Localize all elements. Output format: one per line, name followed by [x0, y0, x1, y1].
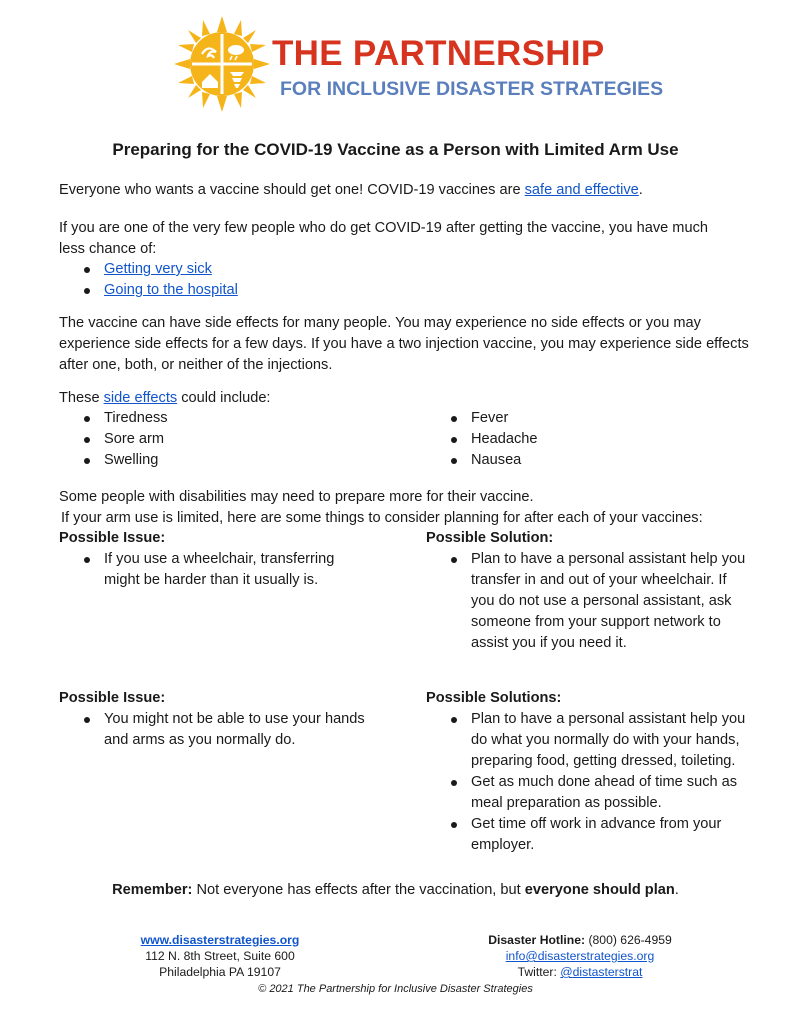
intro-text: Everyone who wants a vaccine should get one! COVID-19 vaccines are	[59, 182, 525, 198]
intro-end: .	[638, 182, 643, 198]
remember-middle: Not everyone has effects after the vaccination, but	[192, 882, 525, 898]
email-link[interactable]: info@disasterstrategies.org	[505, 949, 655, 963]
list-item: Plan to have a personal assistant help you transfer in and out of your wheelchair. If you do not use a personal assistant, ask someone from your support network to assist you if you need it.	[426, 549, 746, 654]
hotline-number: (800) 626-4959	[585, 933, 672, 947]
list-item: Tiredness	[59, 408, 168, 429]
list-item: Get time off work in advance from your employer.	[426, 814, 746, 856]
going-to-hospital-link[interactable]: Going to the hospital	[104, 282, 238, 298]
issue-heading-1: Possible Issue:	[59, 530, 166, 546]
list-item: Headache	[426, 429, 538, 450]
footer-contact	[460, 932, 700, 980]
remember-label: Remember:	[112, 882, 193, 898]
page-title: Preparing for the COVID-19 Vaccine as a Person with Limited Arm Use	[112, 140, 679, 159]
intro-paragraph	[59, 180, 759, 201]
list-item: You might not be able to use your hands and arms as you normally do.	[59, 709, 369, 751]
twitter-label: Twitter:	[517, 965, 561, 979]
side-effects-paragraph: The vaccine can have side effects for many people. You may experience no side effects or you may experience side effects for a few days. If you have a two injection vaccine, you may experience side effects after one, both, or neither of the injections.	[59, 315, 749, 373]
hotline-label: Disaster Hotline:	[488, 933, 586, 947]
list-item: Get as much done ahead of time such as meal preparation as possible.	[426, 772, 746, 814]
list-item	[59, 259, 238, 280]
remember-note	[0, 882, 791, 898]
issue-list-2	[59, 709, 369, 751]
list-item: Nausea	[426, 450, 538, 471]
street-address: 112 N. 8th Street, Suite 600	[145, 949, 295, 963]
list-item: Sore arm	[59, 429, 168, 450]
sun-logo-icon	[172, 14, 272, 114]
solution-heading-1: Possible Solution:	[426, 530, 554, 546]
copyright: © 2021 The Partnership for Inclusive Disaster Strategies	[258, 983, 533, 995]
side-effects-intro	[59, 388, 759, 409]
issue-heading-2: Possible Issue:	[59, 690, 166, 706]
side-effects-list-left	[59, 408, 168, 471]
website-link[interactable]: www.disasterstrategies.org	[140, 933, 300, 947]
getting-very-sick-link[interactable]: Getting very sick	[104, 261, 212, 277]
solution-heading-2: Possible Solutions:	[426, 690, 562, 706]
side-effects-link[interactable]: side effects	[103, 390, 178, 406]
brand-subtitle: FOR INCLUSIVE DISASTER STRATEGIES	[280, 78, 664, 100]
solution-list-2	[426, 709, 746, 856]
safe-effective-link[interactable]: safe and effective	[524, 182, 639, 198]
chance-paragraph: If you are one of the very few people who do get COVID-19 after getting the vaccine, you have much less chance of:	[59, 220, 708, 257]
remember-emphasis: everyone should plan	[524, 882, 675, 898]
issue-list-1	[59, 549, 369, 591]
list-item: If you use a wheelchair, transferring might be harder than it usually is.	[59, 549, 369, 591]
side-effects-list-right	[426, 408, 538, 471]
prep-line-2: If your arm use is limited, here are some things to consider planning for after each of your vaccines:	[61, 510, 703, 526]
remember-end: .	[674, 882, 679, 898]
side-effects-before: These	[59, 390, 104, 406]
solution-list-1	[426, 549, 746, 654]
footer-address	[120, 932, 320, 980]
list-item: Plan to have a personal assistant help you do what you normally do with your hands, preparing food, getting dressed, toileting.	[426, 709, 746, 772]
list-item: Fever	[426, 408, 538, 429]
list-item	[59, 280, 238, 301]
city-address: Philadelphia PA 19107	[159, 965, 281, 979]
prep-line-1: Some people with disabilities may need to prepare more for their vaccine.	[59, 489, 534, 505]
twitter-link[interactable]: @distasterstrat	[560, 965, 643, 979]
list-item: Swelling	[59, 450, 168, 471]
side-effects-after: could include:	[177, 390, 271, 406]
header-logo	[172, 14, 664, 114]
brand-name: THE PARTNERSHIP	[272, 34, 605, 73]
chance-list	[59, 259, 238, 301]
